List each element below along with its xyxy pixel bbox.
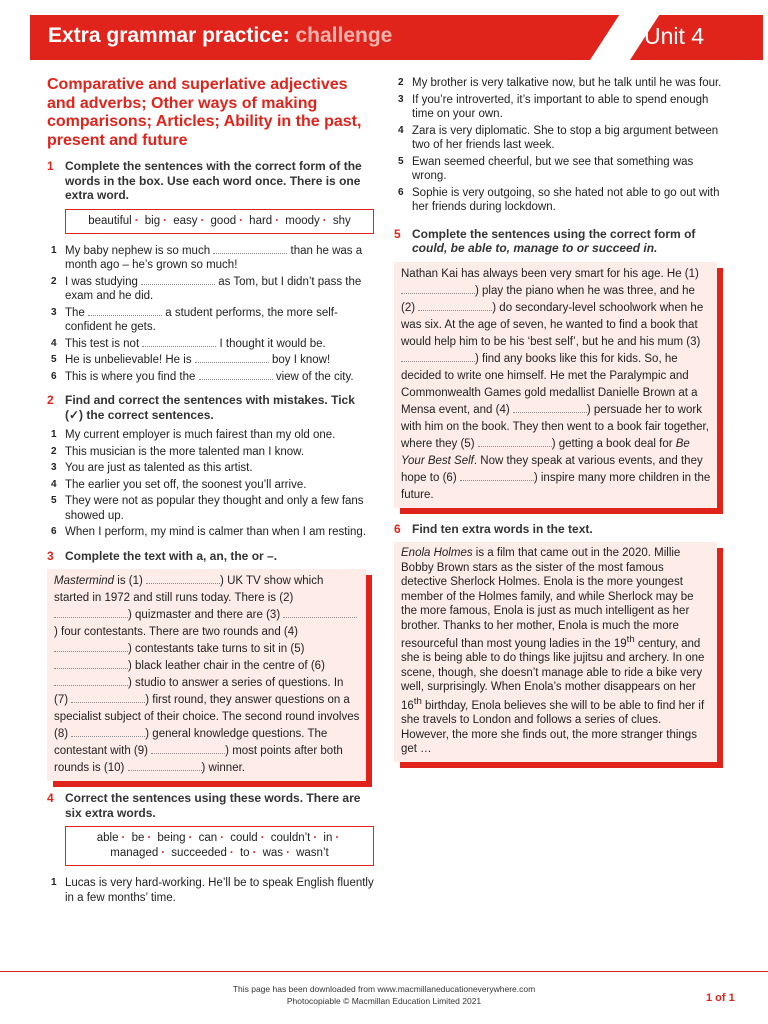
text-box-6: Enola Holmes is a film that came out in the 2020. Millie Bobby Brown stars as the sister of the most famous detective Sherlock Holmes. Enola is the more youngest member of the Holmes family, and while Sherlock may be the more famous, Enola is just as much intelligent as her brother. Thanks to her mother, Enola is much the more resourceful than most young ladies in the 19th century, and she is being able to do things like jujitsu and archery. In one scene, though, she doesn’t manage able to ride a bike very well, surprisingly. When Enola’s mother disappears on her 16th birthday, Enola believes she will to be able to find her if she travels to London and follows a series of clues. However, the more she finds out, the more stranger things get … xyxy=(394,542,717,762)
exercise-instruction: Complete the sentences using the correct form of could, be able to, manage to or succeed in. xyxy=(412,226,696,255)
answer-blank[interactable] xyxy=(195,353,269,363)
exercise-5-heading xyxy=(394,227,725,256)
answer-blank[interactable] xyxy=(478,437,552,447)
list-item: 3 The a student performs, the more self-confident he gets. xyxy=(51,306,338,333)
answer-blank[interactable] xyxy=(54,642,128,652)
answer-blank[interactable] xyxy=(71,693,145,703)
list-item: 1 My current employer is much fairest than my old one. xyxy=(51,429,336,441)
answer-blank[interactable] xyxy=(283,608,357,618)
answer-blank[interactable] xyxy=(88,306,162,316)
exercise-6-heading xyxy=(394,522,725,537)
text-box-5: Nathan Kai has always been very smart for his age. He (1) ) play the piano when he was three, and he (2) ) do secondary-level schoolwork when he was six. At the age of seven, he wanted to find a book that would help him to be his ‘best self’, but he and his mum (3) ) find any books like this for kids. So, he decided to write one himself. He met the Paralympic and Commonwealth Games gold medallist Danielle Brown at a Mensa event, and (4) ) persuade her to work with him on the book. They then went to a book fair together, where they (5) ) getting a book deal for Be Your Best Self. Now they speak at various events, and they hope to (6) ) inspire many more children in the future. xyxy=(394,262,717,508)
text-box-3: Mastermind is (1) ) UK TV show which started in 1972 and still runs today. There is (2) ) quizmaster and there are (3) ) four contestants. There are two rounds and (4) ) contestants take turns to sit in (5) ) black leather chair in the centre of (6) ) studio to answer a series of questions. In (7) ) first round, they answer questions on a specialist subject of their choice. The second round involves (8) ) general knowledge questions. The contestant with (9) ) most points after both rounds is (10) ) winner. xyxy=(47,569,366,781)
answer-blank[interactable] xyxy=(151,744,225,754)
answer-blank[interactable] xyxy=(54,659,128,669)
right-column xyxy=(394,76,725,772)
list-item: 4 Zara is very diplomatic. She to stop a big argument between two of her friends last week. xyxy=(398,124,719,151)
list-item: 4 This test is not I thought it would be. xyxy=(51,337,326,350)
answer-blank[interactable] xyxy=(141,275,215,285)
answer-blank[interactable] xyxy=(54,676,128,686)
word-option: moody xyxy=(285,214,320,227)
list-item: 5 He is unbelievable! He is boy I know! xyxy=(51,354,331,366)
page-title xyxy=(48,24,392,48)
exercise-number: 3 xyxy=(47,548,54,563)
answer-blank[interactable] xyxy=(418,301,492,311)
word-box-1: beautiful · big · easy · good · hard · moody · shy xyxy=(65,209,374,234)
word-option: good xyxy=(210,214,237,227)
answer-blank[interactable] xyxy=(401,284,475,294)
answer-blank[interactable] xyxy=(460,471,534,481)
word-option: hard xyxy=(249,214,273,227)
footer-copyright: Photocopiable © Macmillan Education Limited 2021 xyxy=(286,996,482,1006)
word-option: shy xyxy=(332,214,351,227)
word-box-4: able · be · being · can · could · couldn’t · in · managed · succeeded · to · was · wasn’t xyxy=(65,826,374,866)
exercise-number: 4 xyxy=(47,791,54,805)
exercise-3-heading xyxy=(47,549,374,564)
word-option: big xyxy=(144,214,161,227)
exercise-number: 2 xyxy=(47,393,54,407)
answer-blank[interactable] xyxy=(213,244,287,254)
exercise-instruction: Complete the sentences with the correct form of the words in the box. Use each word once. There is one extra word. xyxy=(65,159,362,202)
answer-blank[interactable] xyxy=(142,337,216,347)
exercise-instruction: Complete the text with a, an, the or –. xyxy=(65,548,278,563)
answer-blank[interactable] xyxy=(401,352,475,362)
word-option: easy xyxy=(173,214,198,227)
list-item: 5 Ewan seemed cheerful, but we see that something was wrong. xyxy=(398,155,694,182)
list-item: 6 Sophie is very outgoing, so she hated not able to go out with her friends during lockdown. xyxy=(398,186,720,213)
left-column xyxy=(47,76,374,907)
exercise-number: 1 xyxy=(47,159,54,173)
list-item: 1 Lucas is very hard-working. He’ll be to speak English fluently in a few months’ time. xyxy=(51,877,374,904)
list-item: 2 I was studying as Tom, but I didn’t pass the exam and he did. xyxy=(51,275,362,302)
page-number: 1 of 1 xyxy=(706,992,735,1004)
list-item: 2 My brother is very talkative now, but he talk until he was four. xyxy=(398,77,722,89)
section-heading: Comparative and superlative adjectives and adverbs; Other ways of making comparisons; Articles; Ability in the past, present and future xyxy=(47,76,362,149)
header-banner xyxy=(30,15,763,60)
list-item: 6 This is where you find the view of the city. xyxy=(51,370,354,383)
footer xyxy=(0,983,768,1007)
exercise-1-heading xyxy=(47,159,374,203)
title-main: Extra grammar practice: xyxy=(48,24,290,47)
title-subtitle: challenge xyxy=(295,24,393,47)
footer-divider xyxy=(0,971,768,972)
answer-blank[interactable] xyxy=(199,370,273,380)
answer-blank[interactable] xyxy=(71,727,145,737)
list-item: 4 The earlier you set off, the soonest you’ll arrive. xyxy=(51,478,307,491)
exercise-number: 5 xyxy=(394,226,401,241)
exercise-number: 6 xyxy=(394,521,401,536)
list-item: 1 My baby nephew is so much than he was a month ago – he’s grown so much! xyxy=(51,244,363,271)
answer-blank[interactable] xyxy=(54,608,128,618)
exercise-4-heading xyxy=(47,791,374,820)
list-item: 5 They were not as popular they thought and only a few fans showed up. xyxy=(51,495,364,522)
exercise-instruction: Correct the sentences using these words. There are six extra words. xyxy=(65,791,361,820)
exercise-2-heading xyxy=(47,393,374,422)
answer-blank[interactable] xyxy=(128,761,202,771)
exercise-instruction: Find ten extra words in the text. xyxy=(412,521,593,536)
list-item: 3 If you’re introverted, it’s important to able to spend enough time on your own. xyxy=(398,93,709,120)
unit-label: Unit 4 xyxy=(644,23,705,49)
list-item: 3 You are just as talented as this artist. xyxy=(51,462,253,474)
answer-blank[interactable] xyxy=(146,574,220,584)
word-option: beautiful xyxy=(88,214,132,227)
list-item: 2 This musician is the more talented man I know. xyxy=(51,445,305,458)
footer-download-note: This page has been downloaded from www.macmillaneducationeverywhere.com xyxy=(232,984,536,994)
list-item: 6 When I perform, my mind is calmer than when I am resting. xyxy=(51,526,367,538)
exercise-instruction: Find and correct the sentences with mistakes. Tick (✓) the correct sentences. xyxy=(65,393,355,422)
answer-blank[interactable] xyxy=(513,403,587,413)
